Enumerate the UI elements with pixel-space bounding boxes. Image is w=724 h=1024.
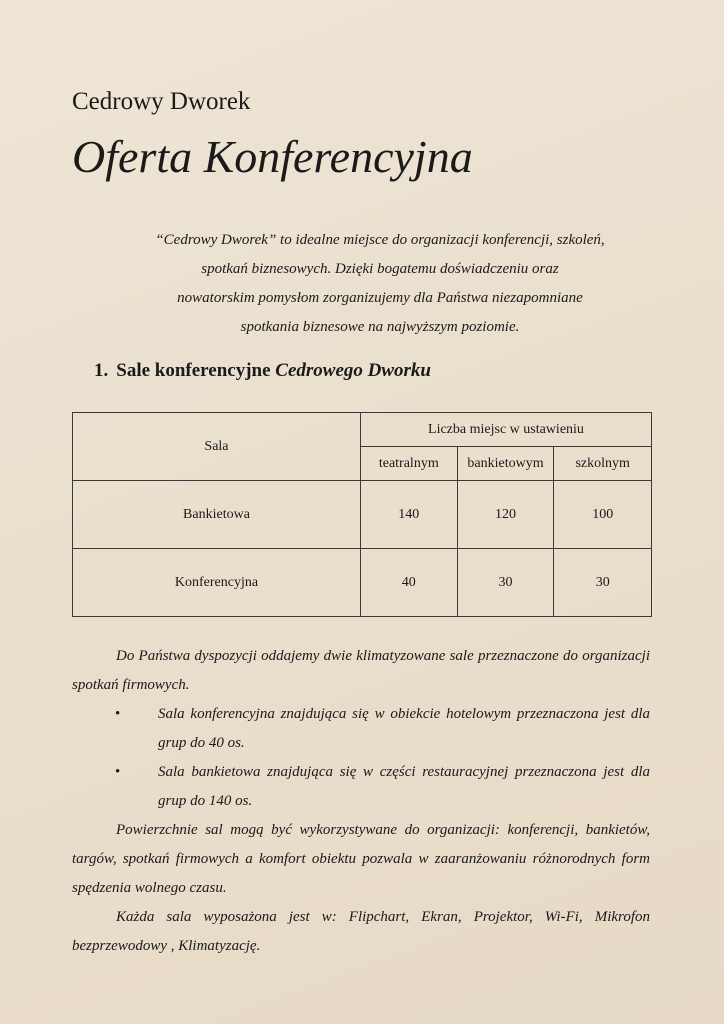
section-title-italic: Cedrowego Dworku: [275, 360, 431, 381]
section-number: 1.: [94, 360, 109, 381]
list-item: [72, 758, 650, 816]
section-heading: [94, 358, 431, 384]
intro-paragraph: [110, 226, 650, 342]
room-name: Bankietowa: [73, 481, 361, 549]
capacity-cell: 40: [360, 549, 457, 617]
intro-line: “Cedrowy Dworek” to idealne miejsce do organizacji konferencji, szkoleń,: [155, 232, 605, 248]
rooms-table: [72, 412, 652, 617]
capacity-cell: 100: [554, 481, 652, 549]
page-title: Oferta Konferencyjna: [72, 131, 473, 182]
bullet-icon: •: [115, 706, 121, 722]
intro-line: spotkania biznesowe na najwyższym poziomie.: [240, 319, 520, 335]
bullet-list: [72, 700, 650, 816]
header-room: Sala: [73, 413, 361, 481]
capacity-cell: 30: [457, 549, 554, 617]
paragraph: Każda sala wyposażona jest w: Flipchart, Ekran, Projektor, Wi-Fi, Mikrofon bezprzewodowy , Klimatyzację.: [72, 909, 650, 954]
subheader-theatre: teatralnym: [360, 447, 457, 481]
capacity-cell: 30: [554, 549, 652, 617]
bullet-icon: •: [115, 764, 121, 780]
capacity-cell: 140: [360, 481, 457, 549]
subheader-school: szkolnym: [554, 447, 652, 481]
intro-line: spotkań biznesowych. Dzięki bogatemu doświadczeniu oraz: [201, 261, 559, 277]
section-title: Sale konferencyjne: [116, 360, 276, 381]
capacity-cell: 120: [457, 481, 554, 549]
subheader-banquet: bankietowym: [457, 447, 554, 481]
intro-line: nowatorskim pomysłom zorganizujemy dla Państwa niezapomniane: [177, 290, 583, 306]
header-capacity: Liczba miejsc w ustawieniu: [360, 413, 651, 447]
table-header-row: [73, 413, 652, 447]
list-item: [72, 700, 650, 758]
body-text: [72, 642, 650, 961]
paragraph: Powierzchnie sal mogą być wykorzystywane do organizacji: konferencji, bankietów, targów, spotkań firmowych a komfort obiektu pozwala w zaaranżowaniu różnorodnych form spędzenia wolnego czasu.: [72, 822, 650, 896]
table-row: [73, 549, 652, 617]
list-item-text: Sala konferencyjna znajdująca się w obiekcie hotelowym przeznaczona jest dla grup do 40 os.: [158, 706, 650, 751]
list-item-text: Sala bankietowa znajdująca się w części restauracyjnej przeznaczona jest dla grup do 140 os.: [158, 764, 650, 809]
brand-name: Cedrowy Dworek: [72, 88, 251, 115]
table-row: [73, 481, 652, 549]
paragraph: Do Państwa dyspozycji oddajemy dwie klimatyzowane sale przeznaczone do organizacji spotkań firmowych.: [72, 648, 650, 693]
room-name: Konferencyjna: [73, 549, 361, 617]
